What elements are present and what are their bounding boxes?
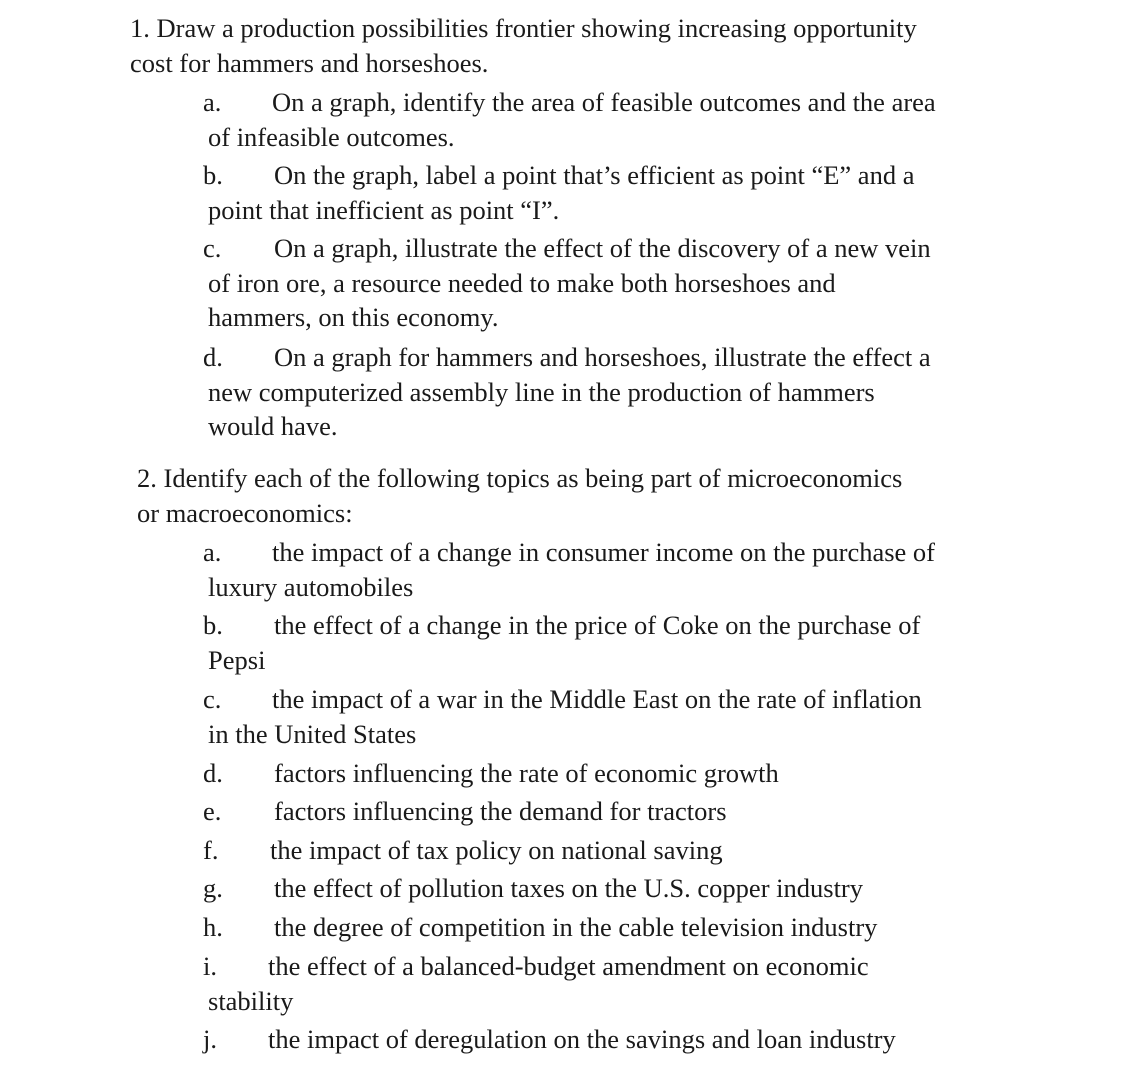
item-text: of iron ore, a resource needed to make both horseshoes and bbox=[208, 267, 836, 298]
item-text: in the United States bbox=[208, 718, 417, 749]
question-2-item-e bbox=[203, 794, 727, 829]
item-text: the effect of pollution taxes on the U.S. copper industry bbox=[274, 873, 864, 903]
question-1-item-c bbox=[203, 231, 931, 335]
item-text: factors influencing the demand for tractors bbox=[274, 796, 727, 826]
question-2-stem bbox=[137, 461, 902, 530]
question-2-item-b bbox=[203, 608, 921, 677]
item-text: the impact of a war in the Middle East on the rate of inflation bbox=[272, 684, 922, 714]
question-1-item-d bbox=[203, 340, 931, 444]
question-2-item-f bbox=[203, 833, 723, 868]
item-letter: g. bbox=[203, 873, 223, 903]
item-letter: h. bbox=[203, 912, 223, 942]
item-letter: j. bbox=[203, 1024, 217, 1054]
item-letter: a. bbox=[203, 87, 222, 117]
stem-line: 2. Identify each of the following topics as being part of microeconomics bbox=[137, 463, 903, 493]
item-text: luxury automobiles bbox=[208, 571, 414, 602]
item-text: the effect of a change in the price of Coke on the purchase of bbox=[274, 610, 921, 640]
item-text: On a graph, identify the area of feasible outcomes and the area bbox=[272, 87, 936, 117]
item-text: would have. bbox=[208, 411, 338, 441]
item-text: On the graph, label a point that’s efficient as point “E” and a bbox=[274, 160, 915, 190]
item-text: the impact of tax policy on national saving bbox=[270, 835, 723, 865]
item-letter: b. bbox=[203, 610, 223, 640]
item-letter: c. bbox=[203, 684, 222, 714]
question-2-item-j bbox=[203, 1022, 896, 1057]
stem-line: cost for hammers and horseshoes. bbox=[130, 47, 489, 78]
question-1-item-a bbox=[203, 85, 936, 154]
stem-line: 1. Draw a production possibilities frontier showing increasing opportunity bbox=[130, 13, 917, 43]
item-letter: c. bbox=[203, 233, 222, 263]
item-text: point that inefficient as point “I”. bbox=[208, 194, 560, 225]
item-letter: d. bbox=[203, 342, 223, 372]
item-text: On a graph, illustrate the effect of the discovery of a new vein bbox=[274, 233, 931, 263]
item-letter: a. bbox=[203, 537, 222, 567]
item-text: of infeasible outcomes. bbox=[208, 121, 455, 152]
item-text: the impact of deregulation on the savings and loan industry bbox=[268, 1024, 896, 1054]
item-text: the effect of a balanced-budget amendment on economic bbox=[268, 951, 869, 981]
question-2-item-g bbox=[203, 871, 864, 906]
question-1-item-b bbox=[203, 158, 915, 227]
item-text: new computerized assembly line in the production of hammers bbox=[208, 376, 875, 407]
question-2-item-a bbox=[203, 535, 935, 604]
item-text: Pepsi bbox=[208, 644, 266, 675]
item-text: factors influencing the rate of economic growth bbox=[274, 758, 779, 788]
item-letter: f. bbox=[203, 835, 219, 865]
question-2-item-i bbox=[203, 949, 869, 1018]
question-2-item-d bbox=[203, 756, 779, 791]
stem-line: or macroeconomics: bbox=[137, 497, 353, 528]
item-letter: d. bbox=[203, 758, 223, 788]
item-text: stability bbox=[208, 985, 294, 1016]
item-letter: e. bbox=[203, 796, 222, 826]
item-text: the degree of competition in the cable television industry bbox=[274, 912, 878, 942]
question-2-item-c bbox=[203, 682, 922, 751]
item-letter: i. bbox=[203, 951, 217, 981]
item-text: hammers, on this economy. bbox=[208, 302, 499, 332]
item-text: the impact of a change in consumer income on the purchase of bbox=[272, 537, 935, 567]
question-2-item-h bbox=[203, 910, 878, 945]
question-1-stem bbox=[130, 11, 917, 80]
item-letter: b. bbox=[203, 160, 223, 190]
item-text: On a graph for hammers and horseshoes, illustrate the effect a bbox=[274, 342, 931, 372]
